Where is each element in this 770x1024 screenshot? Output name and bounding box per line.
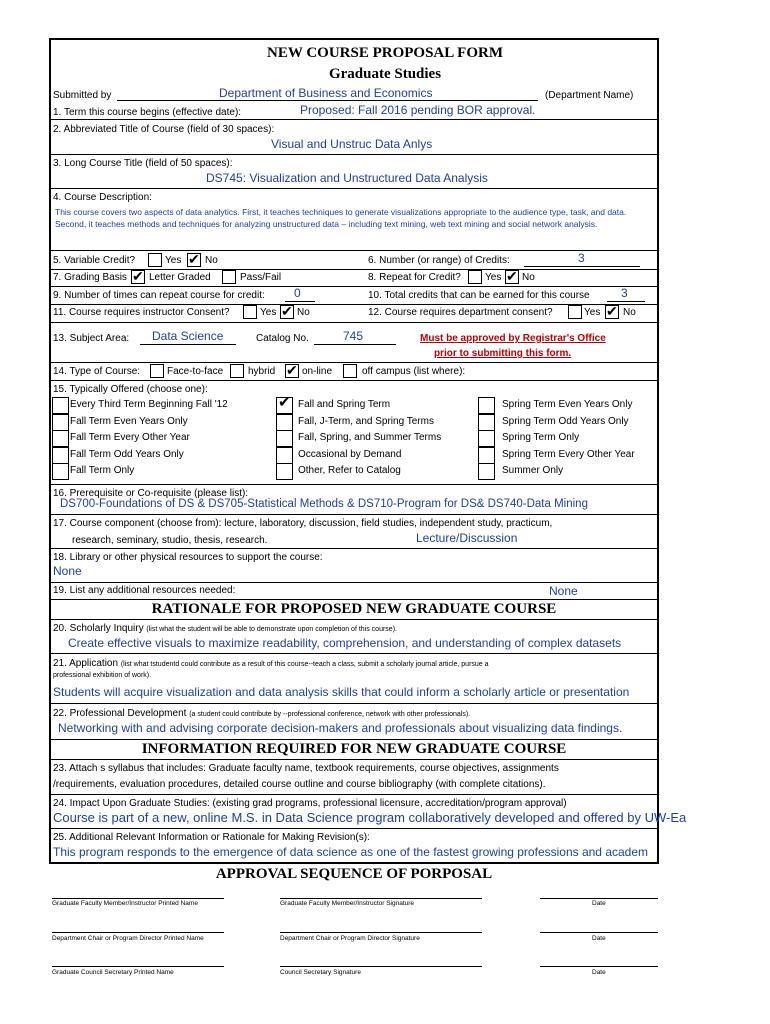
component-label: 17. Course component (choose from): lecture, laboratory, discussion, field studies, independent study, practicum, (53, 518, 553, 529)
offered-option-label: Fall Term Every Other Year (70, 432, 190, 443)
rationale-heading: RATIONALE FOR PROPOSED NEW GRADUATE COURSE (151, 601, 557, 617)
council-signature-label: Council Secretary Signature (280, 969, 361, 976)
dept-consent-label: 12. Course requires department consent? (368, 307, 553, 318)
offered-option-box[interactable] (478, 447, 495, 464)
offered-option-box[interactable] (478, 397, 495, 414)
pass-fail-label: Pass/Fail (240, 272, 282, 283)
letter-graded-label: Letter Graded (149, 272, 211, 283)
repeat-times-label: 9. Number of times can repeat course for credit: (53, 290, 265, 301)
faculty-signature-label: Graduate Faculty Member/Instructor Signature (280, 900, 415, 907)
additional-info-field[interactable]: This program responds to the emergence of data science as one of the fastest growing professions and academ (53, 845, 649, 859)
offered-option-label: Fall Term Even Years Only (70, 415, 188, 427)
check-icon: ✔ (188, 251, 200, 267)
offered-option-label: Fall, Spring, and Summer Terms (298, 432, 442, 443)
offered-option-label: Spring Term Odd Years Only (502, 415, 629, 427)
face-to-face-box[interactable] (150, 364, 164, 378)
instructor-consent-no-label: No (297, 307, 310, 318)
catalog-field[interactable]: 745 (343, 329, 364, 343)
check-icon: ✔ (281, 303, 293, 319)
offered-option-label: Fall Term Odd Years Only (70, 448, 184, 460)
subject-area-field[interactable]: Data Science (152, 329, 224, 343)
repeat-no-label: No (522, 272, 535, 283)
offered-option-box[interactable] (276, 414, 293, 431)
component-label-2: research, seminary, studio, thesis, research. (72, 535, 268, 546)
resources-field[interactable]: None (549, 584, 578, 598)
repeat-yes-label: Yes (485, 272, 502, 283)
faculty-date-label: Date (592, 900, 606, 907)
repeat-yes-box[interactable] (468, 270, 482, 284)
variable-credit-yes-label: Yes (165, 255, 182, 266)
off-campus-box[interactable] (343, 364, 357, 378)
additional-info-label: 25. Additional Relevant Information or Rationale for Making Revision(s): (53, 832, 370, 843)
application-note-2: professional exhibition of work). (53, 672, 152, 679)
off-campus-label: off campus (list where): (362, 366, 466, 377)
check-icon: ✔ (286, 362, 298, 378)
offered-option-label: Spring Term Every Other Year (502, 448, 635, 460)
offered-option-label: Summer Only (502, 465, 564, 476)
face-to-face-label: Face-to-face (167, 366, 224, 377)
impact-label: 24. Impact Upon Graduate Studies: (existing grad programs, professional licensure, accreditation/program approval) (53, 798, 567, 809)
total-credits-field[interactable]: 3 (621, 286, 628, 300)
dept-consent-yes-box[interactable] (568, 305, 582, 319)
grading-basis-label: 7. Grading Basis (53, 272, 127, 283)
offered-option-box[interactable] (478, 414, 495, 431)
department-name-hint: (Department Name) (545, 90, 634, 101)
offered-option-box[interactable] (276, 463, 293, 480)
registrar-note-2: prior to submitting this form. (434, 348, 572, 359)
professional-label: 22. Professional Development (a student could contribute by --professional conference, network with other professionals). (53, 708, 471, 719)
variable-credit-label: 5. Variable Credit? (53, 255, 136, 266)
offered-option-label: Spring Term Even Years Only (502, 399, 633, 410)
offered-option-label: Fall and Spring Term (298, 399, 391, 410)
chair-name-label: Department Chair or Program Director Printed Name (52, 935, 204, 942)
scholarly-label: 20. Scholarly Inquiry (list what the student will be able to demonstrate upon completion of this course). (53, 623, 397, 634)
offered-option-box[interactable] (478, 463, 495, 480)
application-field[interactable]: Students will acquire visualization and data analysis skills that could inform a scholarly article or presentation (53, 685, 630, 699)
repeat-times-field[interactable]: 0 (294, 286, 301, 300)
submitted-line (117, 100, 538, 101)
description-label: 4. Course Description: (53, 192, 152, 203)
course-type-label: 14. Type of Course: (53, 366, 141, 377)
long-title-label: 3. Long Course Title (field of 50 spaces): (53, 158, 233, 169)
faculty-name-label: Graduate Faculty Member/Instructor Printed Name (52, 900, 198, 907)
library-label: 18. Library or other physical resources to support the course: (53, 552, 323, 563)
subject-area-label: 13. Subject Area: (53, 333, 130, 344)
offered-option-box[interactable] (276, 430, 293, 447)
term-field[interactable]: Proposed: Fall 2016 pending BOR approval. (300, 103, 536, 117)
dept-consent-yes-label: Yes (584, 307, 601, 318)
pass-fail-box[interactable] (222, 270, 236, 284)
offered-option-box[interactable] (52, 430, 69, 447)
credits-label: 6. Number (or range) of Credits: (368, 255, 510, 266)
chair-date-label: Date (592, 935, 606, 942)
library-field[interactable]: None (53, 564, 82, 578)
chair-signature-label: Department Chair or Program Director Signature (280, 935, 420, 942)
offered-option-label: Fall Term Only (70, 465, 135, 476)
online-label: on-line (302, 366, 333, 377)
offered-option-label: Other, Refer to Catalog (298, 465, 401, 476)
repeat-credit-label: 8. Repeat for Credit? (368, 272, 461, 283)
check-icon: ✔ (132, 268, 144, 284)
term-label: 1. Term this course begins (effective date): (53, 107, 242, 118)
registrar-note: Must be approved by Registrar's Office (420, 333, 606, 344)
offered-option-box[interactable] (276, 447, 293, 464)
description-field[interactable]: This course covers two aspects of data analytics. First, it teaches techniques to generate visualizations appropriate to the audience type, task, and data. Second, it teaches methods and techniques for analyzing unstructured data – including text mining, web text mining and social network analysis. (55, 207, 627, 229)
offered-option-label: Occasional by Demand (298, 448, 402, 460)
variable-credit-yes-box[interactable] (148, 253, 162, 267)
offered-option-box[interactable] (52, 463, 69, 480)
abbrev-title-field[interactable]: Visual and Unstruc Data Anlys (271, 137, 433, 151)
form-subtitle: Graduate Studies (328, 66, 442, 82)
impact-field[interactable]: Course is part of a new, online M.S. in Data Science program collaboratively developed and offered by UW-Ea (53, 810, 687, 825)
check-icon: ✔ (606, 303, 618, 319)
catalog-label: Catalog No. (256, 333, 309, 344)
check-icon: ✔ (278, 394, 291, 411)
offered-option-box[interactable] (478, 430, 495, 447)
offered-option-label: Every Third Term Beginning Fall '12 (70, 399, 228, 410)
check-icon: ✔ (506, 268, 518, 284)
council-date-label: Date (592, 969, 606, 976)
syllabus-label: 23. Attach s syllabus that includes: Graduate faculty name, textbook requirements, course objectives, assignments (53, 763, 559, 774)
offered-option-box[interactable] (52, 447, 69, 464)
prereq-label: 16. Prerequisite or Co-requisite (please list): (53, 488, 249, 499)
variable-credit-no-label: No (205, 255, 218, 266)
prereq-field[interactable]: DS700-Foundations of DS & DS705-Statistical Methods & DS710-Program for DS& DS740-Data Mining (60, 498, 588, 510)
professional-field[interactable]: Networking with and advising corporate decision-makers and professionals about visualizing data findings. (58, 721, 623, 735)
council-name-label: Graduate Council Secretary Printed Name (52, 969, 174, 976)
offered-option-label: Spring Term Only (502, 432, 580, 443)
dept-consent-no-label: No (623, 307, 636, 318)
submitted-label: Submitted by (53, 90, 112, 101)
form-title: NEW COURSE PROPOSAL FORM (267, 45, 503, 61)
scholarly-field[interactable]: Create effective visuals to maximize readability, comprehension, and understanding of complex datasets (68, 636, 622, 650)
instructor-consent-yes-box[interactable] (243, 305, 257, 319)
offered-option-box[interactable] (52, 397, 69, 414)
long-title-field[interactable]: DS745: Visualization and Unstructured Data Analysis (206, 171, 488, 185)
instructor-consent-yes-label: Yes (260, 307, 277, 318)
component-field[interactable]: Lecture/Discussion (416, 531, 518, 545)
approval-heading: APPROVAL SEQUENCE OF PORPOSAL (215, 866, 493, 882)
hybrid-label: hybrid (248, 366, 276, 377)
hybrid-box[interactable] (230, 364, 244, 378)
total-credits-label: 10. Total credits that can be earned for this course (368, 290, 590, 301)
application-label: 21. Application (list what tstudentd could contribute as a result of this course--teach a class, submit a scholarly journal article, pursue a (53, 658, 489, 669)
info-heading: INFORMATION REQUIRED FOR NEW GRADUATE COURSE (141, 741, 567, 757)
offered-option-box[interactable] (52, 414, 69, 431)
resources-label: 19. List any additional resources needed: (53, 585, 236, 596)
department-field[interactable]: Department of Business and Economics (219, 86, 433, 100)
instructor-consent-label: 11. Course requires instructor Consent? (53, 307, 230, 318)
abbrev-title-label: 2. Abbreviated Title of Course (field of 30 spaces): (53, 124, 275, 135)
offered-option-label: Fall, J-Term, and Spring Terms (298, 415, 434, 427)
syllabus-label-2: /requirements, evaluation procedures, detailed course outline and course bibliography (with complete citations). (53, 779, 546, 790)
credits-field[interactable]: 3 (578, 251, 585, 265)
offered-label: 15. Typically Offered (choose one): (53, 384, 208, 395)
